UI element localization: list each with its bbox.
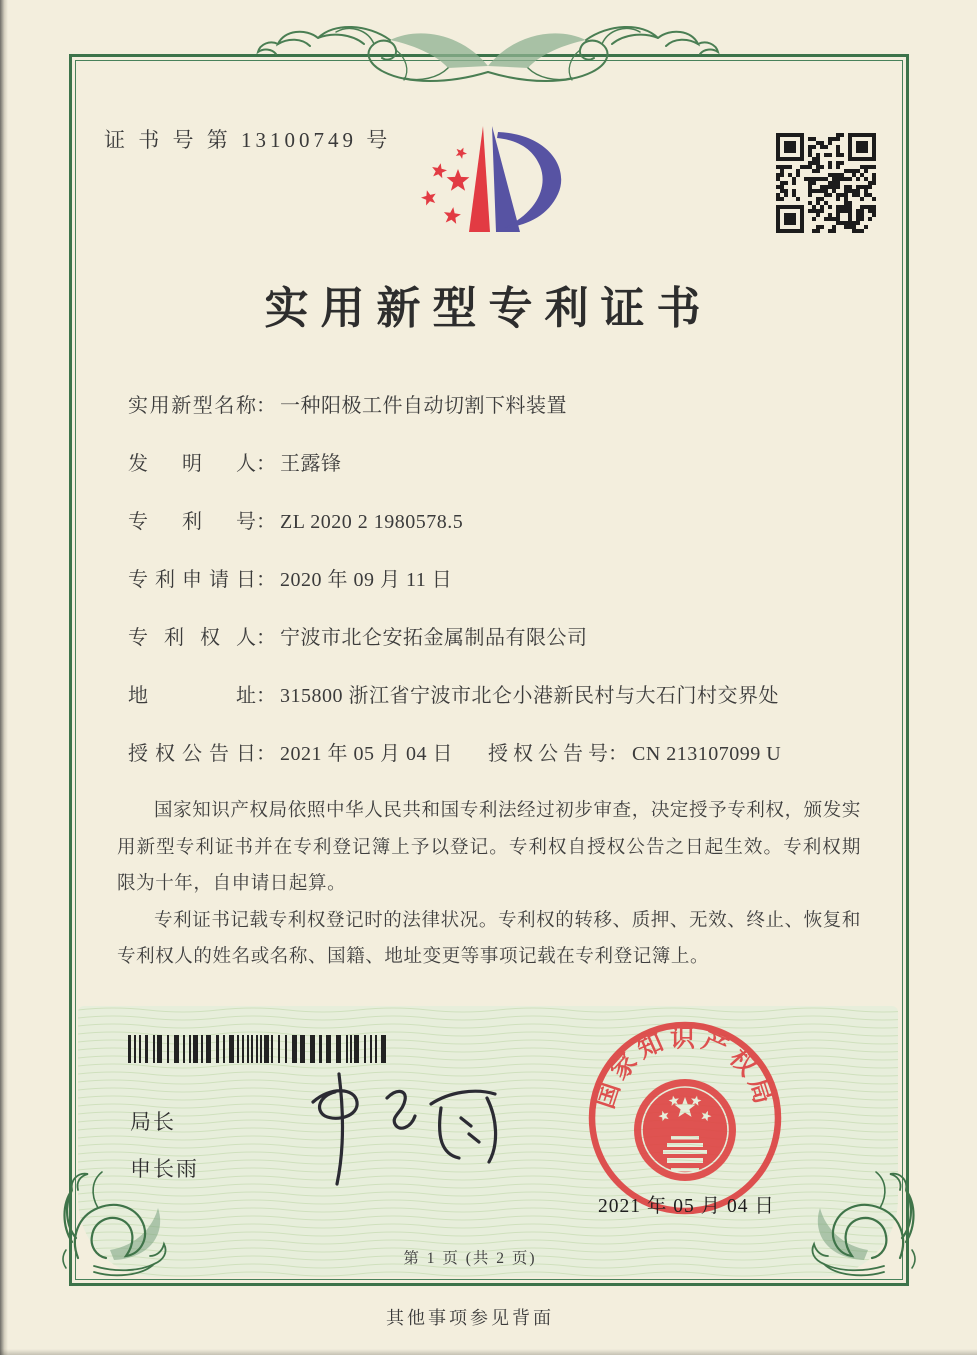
handwritten-signature	[283, 1058, 518, 1193]
field-row-patent-number	[128, 506, 873, 539]
scan-shadow-artifact	[0, 1349, 977, 1355]
field-label: 实用新型名称	[128, 395, 256, 417]
field-row-patentee	[128, 622, 873, 655]
field-colon: ：	[256, 395, 276, 417]
seal-text: 国家知识产权局	[591, 1025, 779, 1112]
certificate-number: 证 书 号 第 13100749 号	[104, 128, 392, 152]
field-label: 专利权人	[128, 627, 256, 649]
field-value: 宁波市北仑安拓金属制品有限公司	[280, 627, 588, 649]
field-colon: ：	[256, 743, 276, 765]
page-number: 第 1 页 (共 2 页)	[403, 1250, 537, 1267]
field-label: 地址	[128, 685, 256, 707]
field-colon: ：	[256, 627, 276, 649]
legal-paragraph-1: 国家知识产权局依照中华人民共和国专利法经过初步审查，决定授予专利权，颁发实用新型专利证书并在专利登记簿上予以登记。专利权自授权公告之日起生效。专利权期限为十年，自申请日起算。	[117, 801, 861, 894]
field-label: 授权公告日	[128, 743, 256, 765]
officer-title: 局长	[130, 1110, 176, 1134]
scan-edge-artifact	[0, 0, 8, 1355]
grant-date-pair	[128, 738, 453, 771]
top-flourish-ornament	[248, 14, 728, 104]
qr-code	[776, 133, 876, 233]
field-row-address	[128, 680, 873, 713]
field-row-filing-date	[128, 564, 873, 597]
field-colon: ：	[256, 569, 276, 591]
field-colon: ：	[256, 511, 276, 533]
footer-note: 其他事项参见背面	[386, 1308, 554, 1328]
field-value: 2020 年 09 月 11 日	[280, 569, 453, 591]
field-value: ZL 2020 2 1980578.5	[280, 511, 464, 533]
cnipa-logo-icon	[414, 118, 574, 243]
field-colon: ：	[608, 743, 628, 765]
field-value: CN 213107099 U	[632, 743, 782, 765]
field-label: 专利号	[128, 511, 256, 533]
field-label: 专利申请日	[128, 569, 256, 591]
officer-block	[130, 1106, 199, 1183]
field-value: 王露锋	[280, 453, 342, 475]
officer-name: 申长雨	[130, 1157, 199, 1181]
field-colon: ：	[256, 453, 276, 475]
field-row-inventor	[128, 448, 873, 481]
field-value: 315800 浙江省宁波市北仑小港新民村与大石门村交界处	[280, 685, 779, 707]
field-value: 2021 年 05 月 04 日	[280, 743, 453, 765]
official-red-seal	[585, 1018, 785, 1218]
seal-date: 2021 年 05 月 04 日	[598, 1196, 775, 1217]
field-row-utility-model-name	[128, 390, 873, 423]
legal-paragraph-2: 专利证书记载专利权登记时的法律状况。专利权的转移、质押、无效、终止、恢复和专利权人的姓名或名称、国籍、地址变更等事项记载在专利登记簿上。	[117, 910, 861, 967]
field-label: 授权公告号	[488, 743, 608, 765]
grant-number-pair	[488, 738, 781, 771]
field-label: 发明人	[128, 453, 256, 475]
field-value: 一种阳极工件自动切割下料装置	[280, 395, 567, 417]
field-row-grant-date-and-number	[128, 738, 873, 771]
certificate-title: 实用新型专利证书	[264, 284, 713, 333]
field-list	[128, 390, 873, 796]
legal-text	[117, 793, 861, 976]
field-colon: ：	[256, 685, 276, 707]
